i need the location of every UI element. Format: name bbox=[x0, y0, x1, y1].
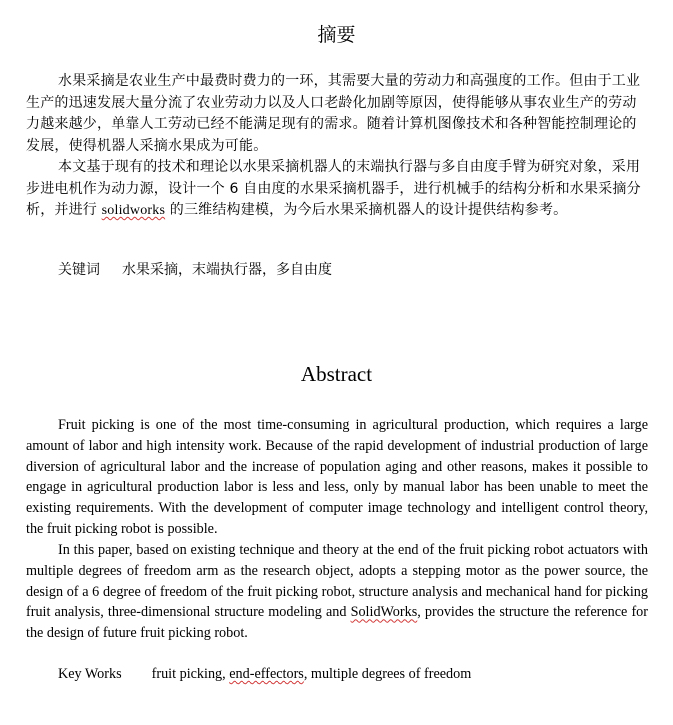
english-abstract-title: Abstract bbox=[300, 362, 373, 386]
chinese-abstract-paragraph-2 bbox=[26, 157, 648, 222]
english-paragraph-2-text-before: In this paper, based on existing technique and theory at the end of the fruit picking robot actuators with multiple degrees of freedom arm as the research object, adopts a stepping motor as the power source, the design of a 6 degree of freedom of the fruit picking robot, structure analysis and mechanical hand for picking fruit analysis, three-dimensional structure modeling and bbox=[26, 542, 648, 621]
chinese-keywords-label: 关键词 bbox=[58, 262, 100, 278]
english-abstract-paragraph-2 bbox=[26, 540, 648, 644]
english-keywords-line bbox=[58, 666, 471, 683]
chinese-keywords: 水果采摘，末端执行器，多自由度 bbox=[122, 262, 332, 278]
english-paragraph-2-text-after: , provides the structure the reference for the design of future fruit picking robot. bbox=[26, 604, 648, 642]
solidworks-term-zh: solidworks bbox=[101, 203, 166, 218]
chinese-keywords-line bbox=[58, 259, 332, 279]
english-keyword-1: fruit picking, bbox=[151, 666, 230, 682]
chinese-paragraph-2-text-before: 本文基于现有的技术和理论以水果采摘机器人的末端执行器与多自由度手臂为研究对象，采用步进电机作为动力源，设计一个 6 自由度的水果采摘机器手，进行机械手的结构分析和水果采摘分析，并进行 bbox=[26, 159, 641, 218]
chinese-abstract-paragraph-1: 水果采摘是农业生产中最费时费力的一环，其需要大量的劳动力和高强度的工作。但由于工业生产的迅速发展大量分流了农业劳动力以及人口老龄化加剧等原因，使得能够从事农业生产的劳动力越来越少，单靠人工劳动已经不能满足现有的需求。随着计算机图像技术和各种智能控制理论的发展，使得机器人采摘水果成为可能。 bbox=[26, 73, 641, 154]
solidworks-term-en: SolidWorks bbox=[350, 604, 418, 621]
english-keyword-3: , multiple degrees of freedom bbox=[303, 666, 472, 682]
english-abstract-paragraph-1: Fruit picking is one of the most time-consuming in agricultural production, which requires a large amount of labor and high intensity work. Because of the rapid development of industrial production of large diversion of agricultural labor and the increase of population aging and other reasons, makes it possible to engage in agricultural production labor is less and less, only by manual labor has been unable to meet the existing requirements. With the development of computer image technology and intelligent control theory, the fruit picking robot is possible. bbox=[26, 417, 648, 537]
english-keywords-label: Key Works bbox=[58, 666, 122, 682]
english-keyword-end-effectors: end-effectors bbox=[229, 666, 304, 682]
chinese-paragraph-2-text-after: 的三维结构建模，为今后水果采摘机器人的设计提供结构参考。 bbox=[165, 202, 568, 218]
chinese-abstract-title: 摘要 bbox=[317, 24, 356, 46]
